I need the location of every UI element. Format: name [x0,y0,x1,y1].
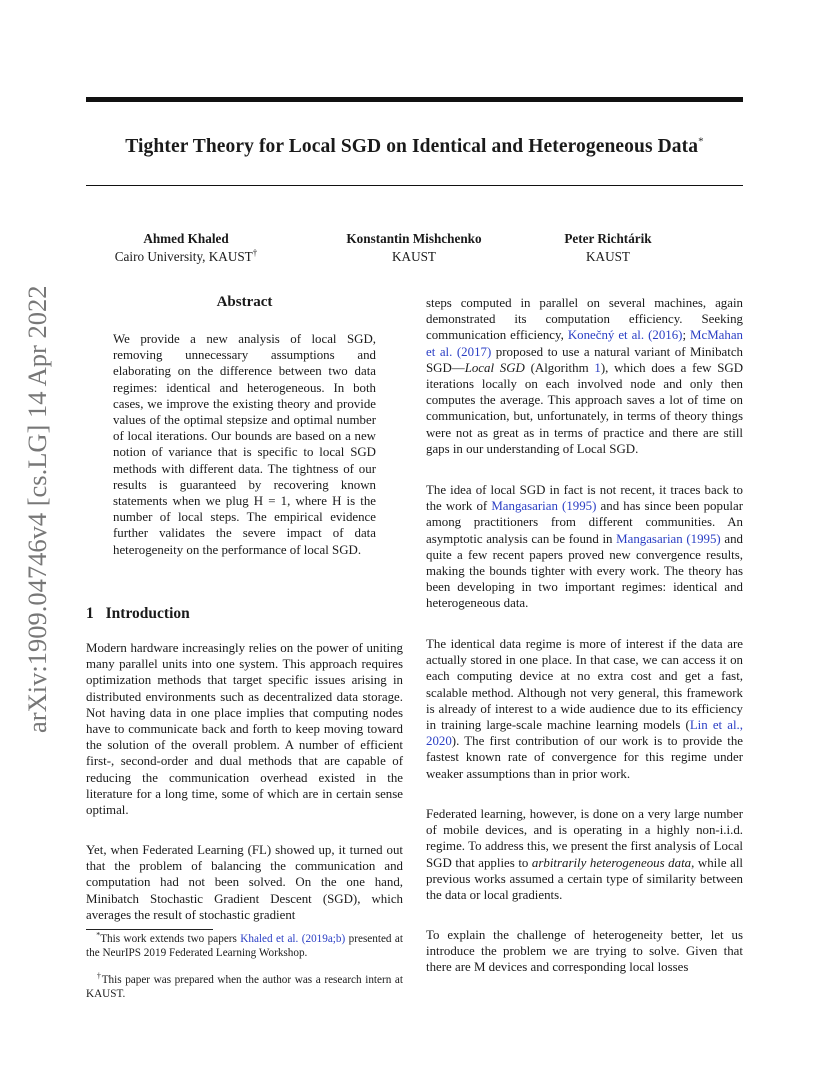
author-block-1 [86,230,286,266]
emphasis-text: Local SGD [464,360,525,375]
author-affiliation: KAUST [586,249,630,264]
citation-link[interactable]: Mangasarian (1995) [491,499,597,514]
abstract-heading: Abstract [216,294,273,310]
citation-link[interactable]: Khaled et al. (2019a;b) [240,933,346,945]
top-rule [86,97,743,102]
author-block-3 [508,230,708,266]
title-text: Tighter Theory for Local SGD on Identical and Heterogeneous Data [125,136,699,158]
footnote-rule [86,929,213,930]
right-paragraph-1: steps computed in parallel on several machines, again demonstrated its computation efficiency. Seeking communication efficiency, Konečný et al. (2016); McMahan et al. (2017) proposed to use a natural variant of Minibatch SGD—Local SGD (Algorithm 1), which does a few SGD iterations locally on each involved node and only then computes the average. This approach saves a lot of time on communication, but, unfortunately, in terms of theory things were not as great as in terms of practice and there are still gaps in our understanding of Local SGD. [426,296,744,456]
intro-paragraph-1: Modern hardware increasingly relies on the power of uniting many parallel units into one system. This approach requires optimization methods that target specific issues arising in distributed environments such as decentralized data storage. Not having data in one place implies that computing nodes have to communicate back and forth to keep moving toward the solution of the overall problem. A number of efficient first-, second-order and dual methods that are capable of reducing the communication overhead existed in the literature for a long time, some of which are in certain sense optimal. [86,641,403,818]
right-paragraph-3: The identical data regime is more of interest if the data are actually stored in one place. In that case, we can access it on each computing device at no extra cost and get a fast, scalable method. Although not very general, this framework is already of interest to a wide audience due to its efficiency in training large-scale machine learning models (Lin et al., 2020). The first contribution of our work is to provide the fastest known rate of convergence for this regime under weaker assumptions than in prior work. [426,637,743,781]
citation-link[interactable]: Konečný et al. (2016) [567,328,683,343]
intro-paragraph-2: Yet, when Federated Learning (FL) showed up, it turned out that the problem of balancing the communication and computation had not been solved. On the one hand, Minibatch Stochastic Gradient Descent (SGD), which averages the result of stochastic gradient [86,843,403,922]
citation-link[interactable]: Mangasarian (1995) [616,531,721,546]
author-affiliation: Cairo University, KAUST† [114,247,258,264]
title-footnote-mark: * [698,135,704,148]
author-affiliation: KAUST [392,249,436,264]
emphasis-text: arbitrarily heterogeneous data [531,855,692,870]
paper-title [86,135,743,159]
footnote-2: †This paper was prepared when the author was a research intern at KAUST. [86,971,404,1000]
right-paragraph-4: Federated learning, however, is done on a very large number of mobile devices, and is operating in a highly non-i.i.d. regime. To address this, we present the first analysis of Local SGD that applies to arbitrarily heterogeneous data, while all previous works assumed a certain type of similarity between the data or local gradients. [426,807,743,903]
author-block-2 [314,230,514,266]
title-rule [86,185,743,186]
section-heading-introduction: 1 Introduction [86,605,190,622]
author-name: Konstantin Mishchenko [346,231,482,246]
author-name: Ahmed Khaled [143,231,229,246]
citation-link[interactable]: Lin et al., 2020 [426,718,743,749]
arxiv-stamp: arXiv:1909.04746v4 [cs.LG] 14 Apr 2022 [22,285,52,733]
footnote-1: *This work extends two papers Khaled et al. (2019a;b) presented at the NeurIPS 2019 Federated Learning Workshop. [86,930,403,959]
footnote-mark: † [96,971,102,981]
right-paragraph-5: To explain the challenge of heterogeneity better, let us introduce the problem we are trying to solve. Given that there are M devices and corresponding local losses [426,928,743,975]
right-paragraph-2: The idea of local SGD in fact is not recent, it traces back to the work of Mangasarian (1995) and has since been popular among practitioners from different communities. An asymptotic analysis can be found in Mangasarian (1995) and quite a few recent papers proved new convergence results, making the bounds tighter with every work. The theory has been developing in two important regimes: identical and heterogeneous data. [426,483,743,611]
algorithm-link[interactable]: 1 [594,360,601,375]
affiliation-mark: † [252,247,258,258]
author-name: Peter Richtárik [564,231,652,246]
abstract-text: We provide a new analysis of local SGD, removing unnecessary assumptions and elaborating on the difference between two data regimes: identical and heterogeneous. In both cases, we improve the existing theory and provide values of the optimal stepsize and optimal number of local iterations. Our bounds are based on a new notion of variance that is specific to local SGD methods with different data. The tightness of our results is guaranteed by recovering known statements when we plug H = 1, where H is the number of local steps. The empirical evidence further validates the severe impact of data heterogeneity on the performance of local SGD. [113,332,376,557]
footnote-mark: * [96,930,101,940]
citation-link[interactable]: McMahan et al. (2017) [426,328,743,359]
